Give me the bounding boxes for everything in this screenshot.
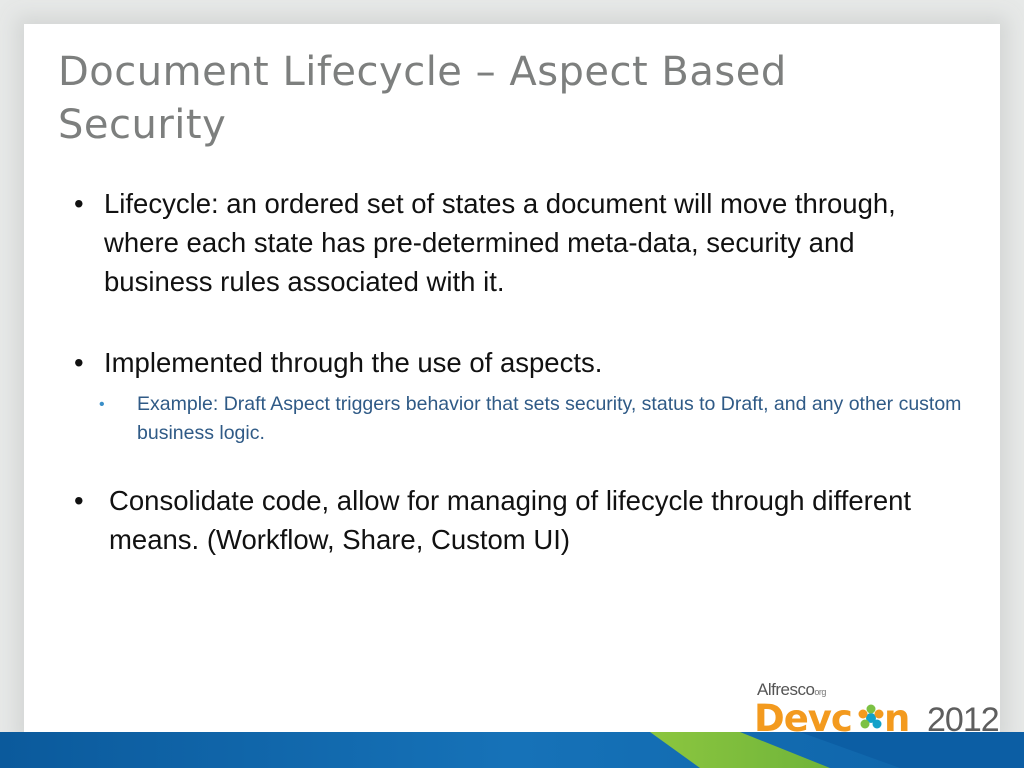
devcon-logo <box>752 680 1002 740</box>
bullet-item-lifecycle <box>74 184 954 301</box>
logo-year: 2012 <box>927 701 999 739</box>
devcon-letters-dev: Devc <box>754 697 852 739</box>
bullet-marker: • <box>74 485 84 516</box>
bullet-text: Consolidate code, allow for managing of lifecycle through different means. (Workflow, Share, Custom UI) <box>109 485 912 555</box>
sub-bullet-text: Example: Draft Aspect triggers behavior that sets security, status to Draft, and any other custom business logic. <box>137 393 962 444</box>
logo-brand-suffix: org <box>814 687 826 697</box>
bullet-marker: • <box>74 347 84 378</box>
devcon-letter-n: n <box>884 697 911 739</box>
flower-icon <box>859 705 884 729</box>
bullet-text: Lifecycle: an ordered set of states a document will move through, where each state has pre-determined meta-data, security and business rules associated with it. <box>104 188 896 297</box>
sub-bullet-item-example <box>99 390 979 448</box>
bullet-item-consolidate <box>74 481 954 559</box>
logo-brand-text: Alfresco <box>757 680 815 699</box>
bullet-text: Implemented through the use of aspects. <box>104 347 603 378</box>
devcon-wordmark <box>752 695 928 739</box>
bullet-item-aspects <box>74 343 954 382</box>
slide-title: Document Lifecycle – Aspect Based Security <box>58 49 787 148</box>
sub-bullet-marker: • <box>99 396 105 413</box>
bullet-marker: • <box>74 188 84 219</box>
